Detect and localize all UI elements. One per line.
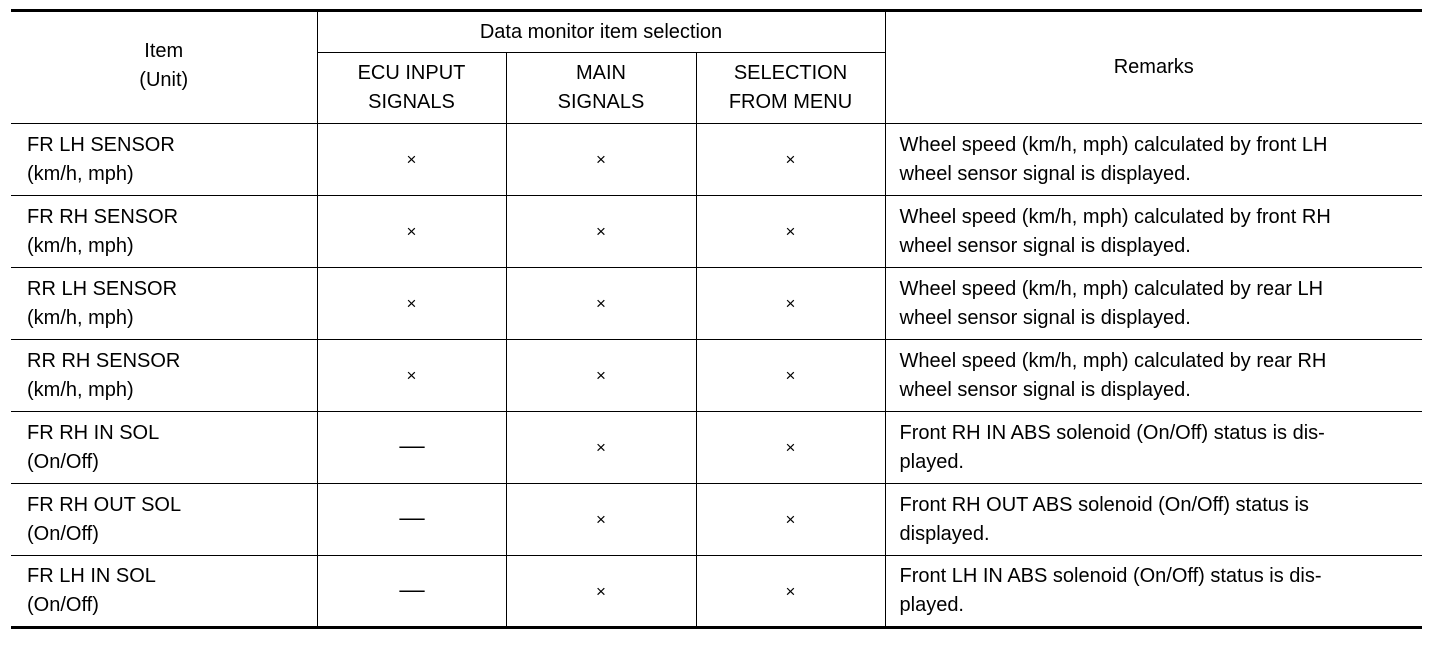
table-row — [11, 268, 1422, 340]
table-row — [11, 556, 1422, 628]
remark-cell — [885, 412, 1422, 484]
table-row — [11, 484, 1422, 556]
header-main-line1: MAIN — [576, 62, 626, 84]
not-applicable-dash: — — [398, 505, 425, 530]
selected-mark: × — [596, 294, 606, 313]
header-main-signals — [506, 53, 696, 124]
item-cell — [11, 124, 317, 196]
selection-from-menu-cell — [696, 340, 885, 412]
table-body — [11, 124, 1422, 628]
ecu-input-cell — [317, 340, 506, 412]
item-unit: (km/h, mph) — [27, 306, 134, 329]
selection-from-menu-cell — [696, 196, 885, 268]
ecu-input-cell — [317, 196, 506, 268]
header-sel-line2: FROM MENU — [728, 91, 853, 113]
item-name: FR RH SENSOR — [27, 205, 179, 228]
ecu-input-cell — [317, 412, 506, 484]
selected-mark: × — [406, 150, 417, 169]
remark-cell — [885, 196, 1422, 268]
remark-line: wheel sensor signal is displayed. — [899, 306, 1191, 329]
header-unit-label: (Unit) — [139, 68, 189, 91]
selected-mark: × — [785, 581, 796, 601]
header-item-label: Item — [144, 39, 184, 62]
table-row — [11, 124, 1422, 196]
item-unit: (km/h, mph) — [27, 378, 134, 401]
selected-mark: × — [785, 294, 796, 313]
selected-mark: × — [596, 438, 606, 457]
selected-mark: × — [596, 581, 606, 601]
item-name: FR LH SENSOR — [27, 133, 175, 156]
ecu-input-cell — [317, 484, 506, 556]
selected-mark: × — [785, 222, 796, 241]
item-name: RR RH SENSOR — [27, 349, 181, 372]
remark-cell — [885, 268, 1422, 340]
remark-line: Wheel speed (km/h, mph) calculated by front LH — [899, 133, 1328, 156]
remark-cell — [885, 556, 1422, 628]
remark-line: displayed. — [899, 522, 990, 545]
selected-mark: × — [596, 366, 606, 385]
header-ecu-input-signals — [317, 53, 506, 124]
remark-cell — [885, 340, 1422, 412]
item-unit: (km/h, mph) — [27, 234, 134, 257]
header-sel-line1: SELECTION — [733, 62, 848, 84]
table-row — [11, 340, 1422, 412]
selection-from-menu-cell — [696, 124, 885, 196]
main-signals-cell — [506, 484, 696, 556]
item-name: FR RH OUT SOL — [27, 493, 182, 516]
ecu-input-cell — [317, 268, 506, 340]
header-remarks: Remarks — [885, 11, 1422, 124]
ecu-input-cell — [317, 556, 506, 628]
item-name: FR LH IN SOL — [27, 565, 156, 587]
selected-mark: × — [785, 366, 796, 385]
selected-mark: × — [406, 222, 417, 241]
selection-from-menu-cell — [696, 268, 885, 340]
selection-from-menu-cell — [696, 556, 885, 628]
remark-line: Front RH OUT ABS solenoid (On/Off) status is — [899, 493, 1309, 516]
remark-line: Wheel speed (km/h, mph) calculated by rear LH — [899, 277, 1324, 300]
main-signals-cell — [506, 124, 696, 196]
selected-mark: × — [406, 366, 417, 385]
selection-from-menu-cell — [696, 412, 885, 484]
selection-from-menu-cell — [696, 484, 885, 556]
item-cell — [11, 268, 317, 340]
item-cell — [11, 484, 317, 556]
header-ecu-line2: SIGNALS — [368, 91, 455, 113]
not-applicable-dash: — — [398, 433, 425, 458]
remark-line: Wheel speed (km/h, mph) calculated by front RH — [899, 205, 1331, 228]
item-unit: (km/h, mph) — [27, 162, 134, 185]
selected-mark: × — [785, 438, 796, 457]
header-main-line2: SIGNALS — [557, 91, 645, 113]
selected-mark: × — [785, 510, 796, 529]
remark-line: played. — [899, 450, 964, 473]
main-signals-cell — [506, 556, 696, 628]
header-ecu-line1: ECU INPUT — [357, 62, 466, 84]
table-row — [11, 196, 1422, 268]
remark-line: Front RH IN ABS solenoid (On/Off) status is dis- — [899, 421, 1325, 444]
item-name: RR LH SENSOR — [27, 277, 178, 300]
selected-mark: × — [596, 150, 606, 169]
remark-cell — [885, 124, 1422, 196]
selected-mark: × — [406, 294, 417, 313]
item-cell — [11, 340, 317, 412]
not-applicable-dash: — — [398, 576, 425, 602]
header-item — [11, 11, 317, 124]
main-signals-cell — [506, 412, 696, 484]
remark-cell — [885, 484, 1422, 556]
remark-line: Front LH IN ABS solenoid (On/Off) status is dis- — [899, 565, 1322, 587]
selected-mark: × — [596, 510, 606, 529]
main-signals-cell — [506, 196, 696, 268]
remark-line: wheel sensor signal is displayed. — [899, 162, 1191, 185]
ecu-input-cell — [317, 124, 506, 196]
data-monitor-table — [11, 9, 1422, 629]
header-selection-from-menu — [696, 53, 885, 124]
main-signals-cell — [506, 268, 696, 340]
remark-line: wheel sensor signal is displayed. — [899, 234, 1191, 257]
item-cell — [11, 556, 317, 628]
item-unit: (On/Off) — [27, 522, 99, 545]
item-name: FR RH IN SOL — [27, 421, 160, 444]
remark-line: Wheel speed (km/h, mph) calculated by rear RH — [899, 349, 1327, 372]
item-cell — [11, 196, 317, 268]
header-data-monitor-selection: Data monitor item selection — [317, 11, 885, 53]
remark-line: wheel sensor signal is displayed. — [899, 378, 1191, 401]
table-row — [11, 412, 1422, 484]
selected-mark: × — [785, 150, 796, 169]
item-cell — [11, 412, 317, 484]
remark-line: played. — [899, 594, 964, 616]
selected-mark: × — [596, 222, 606, 241]
item-unit: (On/Off) — [27, 594, 99, 616]
main-signals-cell — [506, 340, 696, 412]
item-unit: (On/Off) — [27, 450, 99, 473]
